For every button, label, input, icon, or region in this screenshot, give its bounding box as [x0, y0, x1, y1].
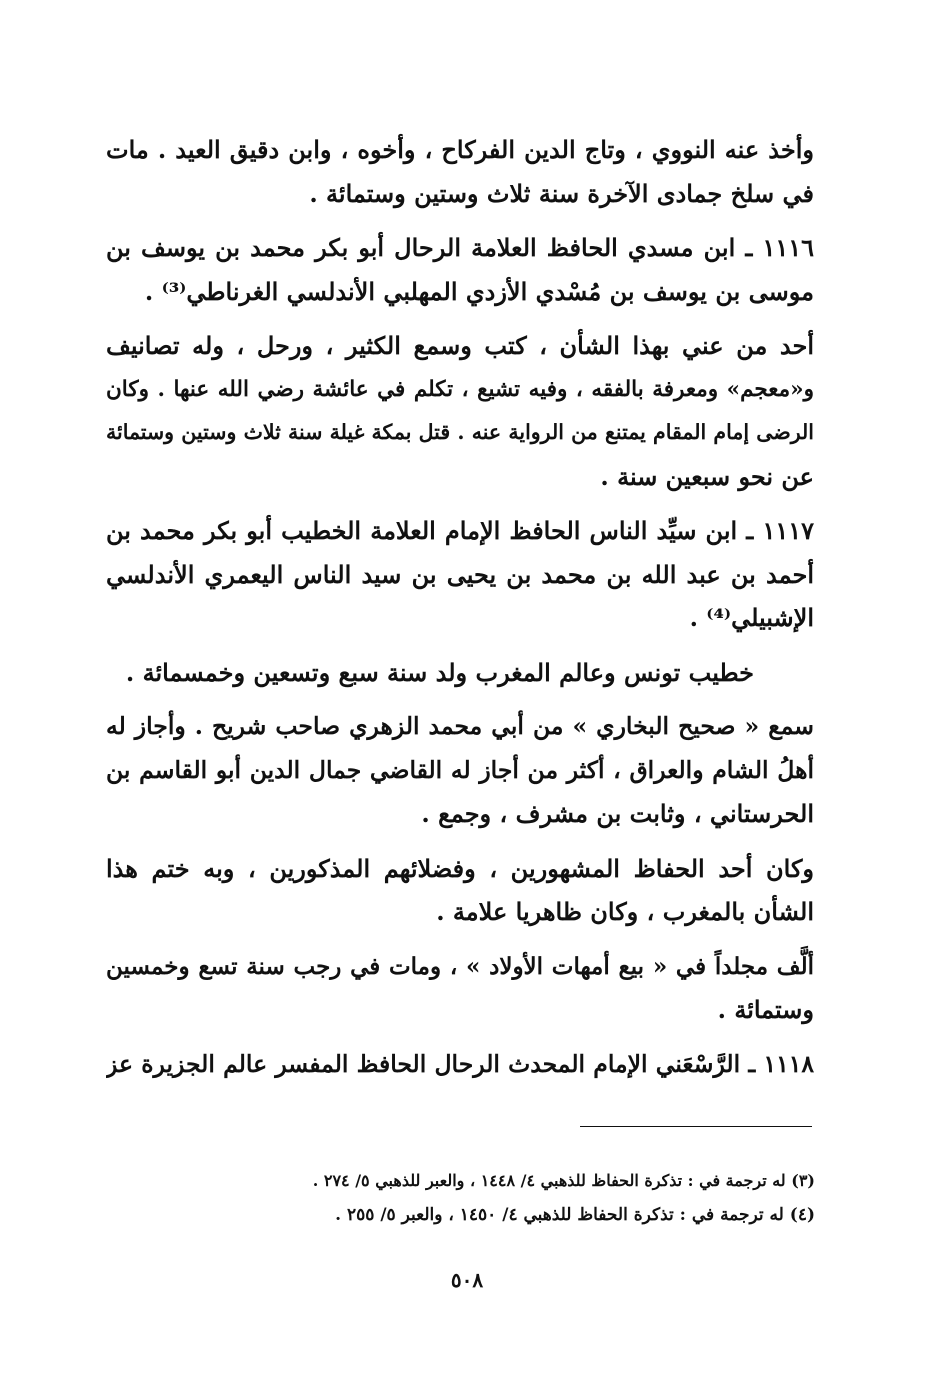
footnote-3: (٣) له ترجمة في : تذكرة الحفاظ للذهبي ٤/ ١٤٤٨ ، والعبر للذهبي ٥/ ٢٧٤ .	[312, 1171, 815, 1190]
text-line: خطيب تونس وعالم المغرب ولد سنة سبع وتسعين وخمسمائة .	[125, 657, 754, 687]
text-line: الحرستاني ، وثابت بن مشرف ، وجمع .	[421, 799, 814, 828]
text-line: عن نحو سبعين سنة .	[600, 461, 814, 491]
text-line: في سلخ جمادى الآخرة سنة ثلاث وستين وستمائة .	[309, 178, 814, 208]
footnotes	[300, 1164, 815, 1232]
text-line: أحد من عني بهذا الشأن ، كتب وسمع الكثير ، ورحل ، وله تصانيف	[106, 331, 814, 360]
text-line: وكان أحد الحفاظ المشهورين ، وفضلائهم المذكورين ، وبه ختم هذا	[106, 853, 814, 883]
text-line: وأخذ عنه النووي ، وتاج الدين الفركاح ، وأخوه ، وابن دقيق العيد . مات	[106, 135, 814, 164]
text-line: موسى بن يوسف بن مُسْدي الأزدي المهلبي الأندلسي الغرناطي⁽³⁾ .	[144, 276, 814, 306]
text-line: الرضى إمام المقام يمتنع من الرواية عنه . قتل بمكة غيلة سنة ثلاث وستين وستمائة	[106, 420, 814, 444]
page-number: ٥٠٨	[450, 1268, 484, 1292]
footnote-divider	[580, 1126, 812, 1127]
text-line: سمع « صحيح البخاري » من أبي محمد الزهري صاحب شريح . وأجاز له	[106, 712, 814, 740]
entry-1117-heading: ١١١٧ ـ ابن سيِّد الناس الحافظ الإمام العلامة الخطيب أبو بكر محمد بن	[106, 516, 814, 545]
entry-1116-heading: ١١١٦ ـ ابن مسدي الحافظ العلامة الرحال أبو بكر محمد بن يوسف بن	[106, 233, 814, 262]
text-line: وستمائة .	[717, 995, 814, 1024]
footnote-4: (٤) له ترجمة في : تذكرة الحفاظ للذهبي ٤/ ١٤٥٠ ، والعبر ٥/ ٢٥٥ .	[335, 1205, 815, 1225]
text-line: الشأن بالمغرب ، وكان ظاهريا علامة .	[436, 897, 814, 926]
text-line: أهلُ الشام والعراق ، أكثر من أجاز له القاضي جمال الدين أبو القاسم بن	[106, 755, 814, 784]
text-line: الإشبيلي⁽⁴⁾ .	[689, 603, 814, 632]
entry-1118-heading: ١١١٨ ـ الرَّسْعَني الإمام المحدث الرحال الحافظ المفسر عالم الجزيرة عز	[106, 1049, 814, 1078]
text-line: ألَّف مجلداً في « بيع أمهات الأولاد » ، ومات في رجب سنة تسع وخمسين	[106, 952, 814, 980]
main-text	[106, 128, 814, 1086]
text-line: و«معجم» ومعرفة بالفقه ، وفيه تشيع ، تكلم في عائشة رضي الله عنها . وكان	[106, 376, 814, 402]
text-line: أحمد بن عبد الله بن محمد بن يحيى بن سيد الناس اليعمري الأندلسي	[106, 559, 814, 589]
